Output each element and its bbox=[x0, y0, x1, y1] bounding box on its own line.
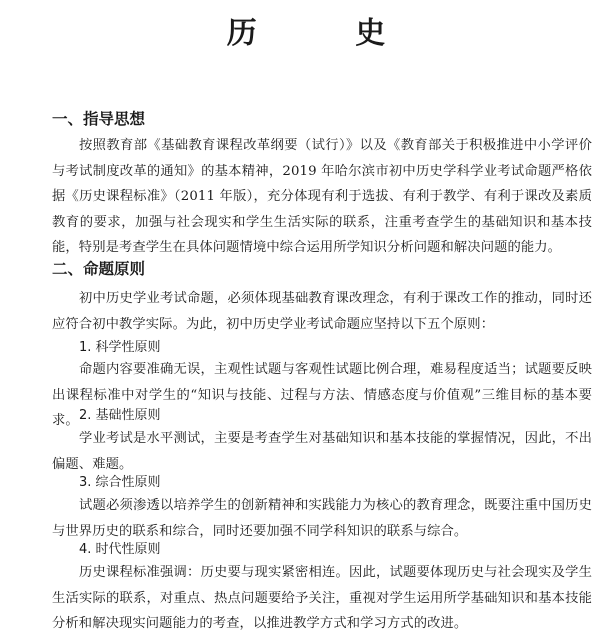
paragraph-principle-scientific: 命题内容要准确无误，主观性试题与客观性试题比例合理，难易程度适当；试题要反映出课程标准中对学生的“知识与技能、过程与方法、情感态度与价值观”三维目标的基本要求。 bbox=[52, 362, 592, 428]
principle-heading-contemporary: 4. 时代性原则 bbox=[79, 542, 161, 557]
paragraph-principle-comprehensive: 试题必须渗透以培养学生的创新精神和实践能力为核心的教育理念，既要注重中国历史与世界历史的联系和综合，同时还要加强不同学科知识的联系与综合。 bbox=[52, 498, 592, 539]
principle-heading-comprehensive: 3. 综合性原则 bbox=[79, 475, 161, 490]
principle-heading-foundational: 2. 基础性原则 bbox=[79, 408, 161, 423]
principle-heading-scientific: 1. 科学性原则 bbox=[79, 340, 161, 355]
page-title: 历 史 bbox=[226, 16, 430, 51]
paragraph-principles-intro: 初中历史学业考试命题，必须体现基础教育课改理念，有利于课改工作的推动，同时还应符合初中教学实际。为此，初中历史学业考试命题应坚持以下五个原则： bbox=[52, 291, 592, 332]
paragraph-guiding-ideology: 按照教育部《基础教育课程改革纲要（试行）》以及《教育部关于积极推进中小学评价与考试制度改革的通知》的基本精神，2019 年哈尔滨市初中历史学科学业考试命题严格依据《历史课程标准》（2011 年版），充分体现有利于选拔、有利于教学、有利于课改及素质教育的要求，加强与社会现实和学生生活实际的联系，注重考查学生的基础知识和基本技能，特别是考查学生在具体问题情境中综合运用所学知识分析问题和解决问题的能力。 bbox=[52, 138, 592, 255]
section-heading-principles: 二、命题原则 bbox=[52, 260, 146, 278]
section-heading-guiding-ideology: 一、指导思想 bbox=[52, 110, 146, 128]
paragraph-principle-contemporary: 历史课程标准强调：历史要与现实紧密相连。因此，试题要体现历史与社会现实及学生生活实际的联系，对重点、热点问题要给予关注，重视对学生运用所学基础知识和基本技能分析和解决现实问题能力的考查，以推进教学方式和学习方式的改进。 bbox=[52, 565, 592, 631]
paragraph-principle-foundational: 学业考试是水平测试，主要是考查学生对基础知识和基本技能的掌握情况，因此，不出偏题、难题。 bbox=[52, 431, 592, 472]
